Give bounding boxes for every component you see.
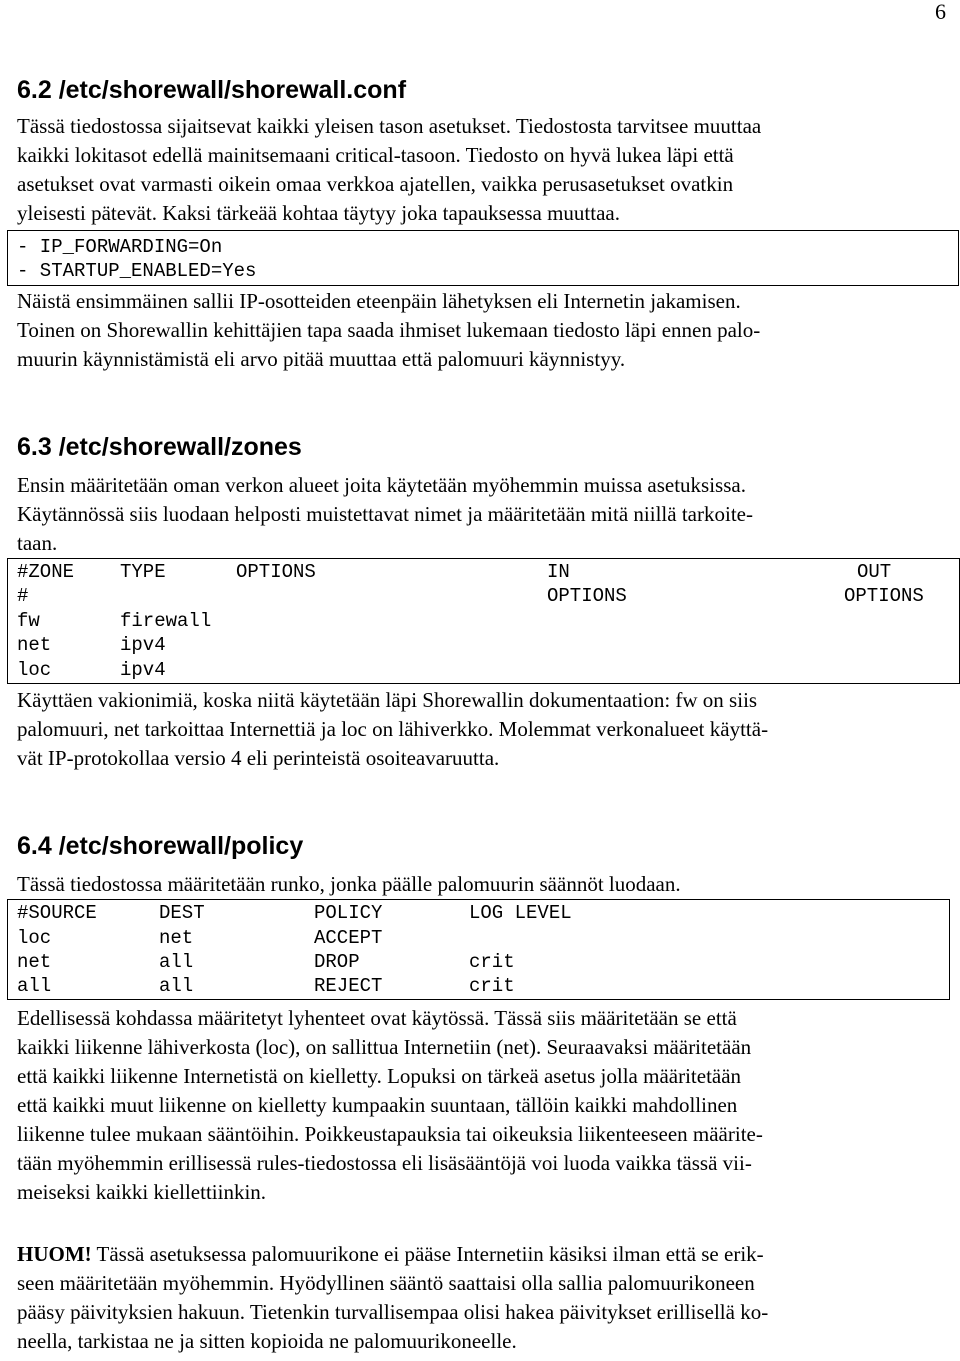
zones-header-zone: #ZONE [17, 561, 75, 583]
policy-cell-dest: all [159, 951, 194, 973]
shorewall-conf-intro [17, 112, 947, 228]
text-line: Ensin määritetään oman verkon alueet joita käytetään myöhemmin muissa asetuksissa. [17, 473, 746, 497]
policy-intro [17, 870, 947, 899]
zones-cell-type: firewall [120, 610, 212, 632]
zones-header-in-options: OPTIONS [547, 585, 627, 607]
zones-intro [17, 471, 947, 558]
policy-cell-log-level: crit [469, 975, 515, 997]
text-line: että kaikki liikenne Internetistä on kielletty. Lopuksi on tärkeä asetus jolla määritetään [17, 1064, 742, 1088]
text-line: liikenne tulee mukaan sääntöihin. Poikkeustapauksia tai oikeuksia liikenteeseen määrite- [17, 1122, 763, 1146]
policy-cell-source: net [17, 951, 52, 973]
policy-cell-source: all [17, 975, 52, 997]
policy-cell-policy: REJECT [314, 975, 383, 997]
text-line: meiseksi kaikki kiellettiinkin. [17, 1180, 267, 1204]
policy-cell-dest: net [159, 927, 194, 949]
zones-header-out-options: OPTIONS [844, 585, 924, 607]
policy-cell-dest: all [159, 975, 194, 997]
zones-table-box [7, 558, 960, 684]
text-line: Käytännössä siis luodaan helposti muistettavat nimet ja määritetään mitä niillä tarkoite- [17, 502, 753, 526]
text-line: seen määritetään myöhemmin. Hyödyllinen sääntö saattaisi olla sallia palomuurikoneen [17, 1271, 755, 1295]
text-line: että kaikki muut liikenne on kielletty kumpaakin suuntaan, tällöin kaikki mahdollinen [17, 1093, 738, 1117]
policy-explanation [17, 1004, 947, 1207]
page-number: 6 [935, 0, 946, 24]
text-line: neella, tarkistaa ne ja sitten kopioida ne palomuurikoneelle. [17, 1329, 517, 1353]
zones-cell-zone: net [17, 634, 52, 656]
policy-cell-policy: ACCEPT [314, 927, 383, 949]
text-line: Näistä ensimmäinen sallii IP-osotteiden eteenpäin lähetyksen eli Internetin jakamisen. [17, 289, 741, 313]
shorewall-conf-explanation [17, 287, 947, 374]
section-heading-shorewall-conf: 6.2 /etc/shorewall/shorewall.conf [17, 76, 407, 104]
text-line: palomuuri, net tarkoittaa Internettiä ja loc on lähiverkko. Molemmat verkonalueet käyttä- [17, 717, 769, 741]
note-first-line: Tässä asetuksessa palomuurikone ei pääse Internetiin käsiksi ilman että se erik- [91, 1242, 764, 1266]
policy-header-policy: POLICY [314, 902, 383, 924]
text-line: Tässä tiedostossa määritetään runko, jonka päälle palomuurin säännöt luodaan. [17, 872, 681, 896]
policy-table-box [7, 899, 950, 1000]
code-line: - STARTUP_ENABLED=Yes [17, 260, 257, 282]
zones-explanation [17, 686, 947, 773]
note-label: HUOM! [17, 1242, 92, 1266]
text-line: pääsy päivityksien hakuun. Tietenkin turvallisempaa olisi hakea päivitykset erillisellä ko- [17, 1300, 769, 1324]
zones-header-type: TYPE [120, 561, 166, 583]
policy-cell-log-level: crit [469, 951, 515, 973]
zones-header-in: IN [547, 561, 570, 583]
policy-cell-source: loc [17, 927, 52, 949]
policy-header-log-level: LOG LEVEL [469, 902, 572, 924]
text-line: kaikki liikenne lähiverkosta (loc), on sallittua Internetiin (net). Seuraavaksi määritetään [17, 1035, 752, 1059]
zones-cell-zone: fw [17, 610, 40, 632]
text-line: tään myöhemmin erillisessä rules-tiedostossa eli lisäsääntöjä voi luoda vaikka tässä vii- [17, 1151, 752, 1175]
shorewall-conf-code-box [7, 230, 959, 286]
section-heading-zones: 6.3 /etc/shorewall/zones [17, 433, 302, 461]
text-line: asetukset ovat varmasti oikein omaa verkkoa ajatellen, vaikka perusasetukset ovatkin [17, 172, 734, 196]
text-line [17, 1240, 947, 1269]
text-line: vät IP-protokollaa versio 4 eli perinteistä osoiteavaruutta. [17, 746, 500, 770]
zones-cell-type: ipv4 [120, 634, 166, 656]
policy-cell-policy: DROP [314, 951, 360, 973]
text-line: kaikki lokitasot edellä mainitsemaani critical-tasoon. Tiedosto on hyvä lukea läpi että [17, 143, 734, 167]
section-heading-policy: 6.4 /etc/shorewall/policy [17, 832, 304, 860]
zones-cell-zone: loc [17, 659, 52, 681]
text-line: Toinen on Shorewallin kehittäjien tapa saada ihmiset lukemaan tiedosto läpi ennen palo- [17, 318, 761, 342]
zones-header-options: OPTIONS [236, 561, 316, 583]
zones-cell-type: ipv4 [120, 659, 166, 681]
text-line: yleisesti pätevät. Kaksi tärkeää kohtaa täytyy joka tapauksessa muuttaa. [17, 201, 620, 225]
code-line: - IP_FORWARDING=On [17, 236, 223, 258]
text-line: Tässä tiedostossa sijaitsevat kaikki yleisen tason asetukset. Tiedostosta tarvitsee muuttaa [17, 114, 762, 138]
text-line: muurin käynnistämistä eli arvo pitää muuttaa että palomuuri käynnistyy. [17, 347, 626, 371]
text-line: Käyttäen vakionimiä, koska niitä käytetään läpi Shorewallin dokumentaation: fw on siis [17, 688, 758, 712]
policy-header-dest: DEST [159, 902, 205, 924]
text-line: Edellisessä kohdassa määritetyt lyhenteet ovat käytössä. Tässä siis määritetään se että [17, 1006, 737, 1030]
zones-header-out: OUT [857, 561, 892, 583]
zones-header-hash: # [17, 585, 29, 607]
text-line: taan. [17, 531, 58, 555]
policy-header-source: #SOURCE [17, 902, 97, 924]
huom-note [17, 1240, 947, 1356]
